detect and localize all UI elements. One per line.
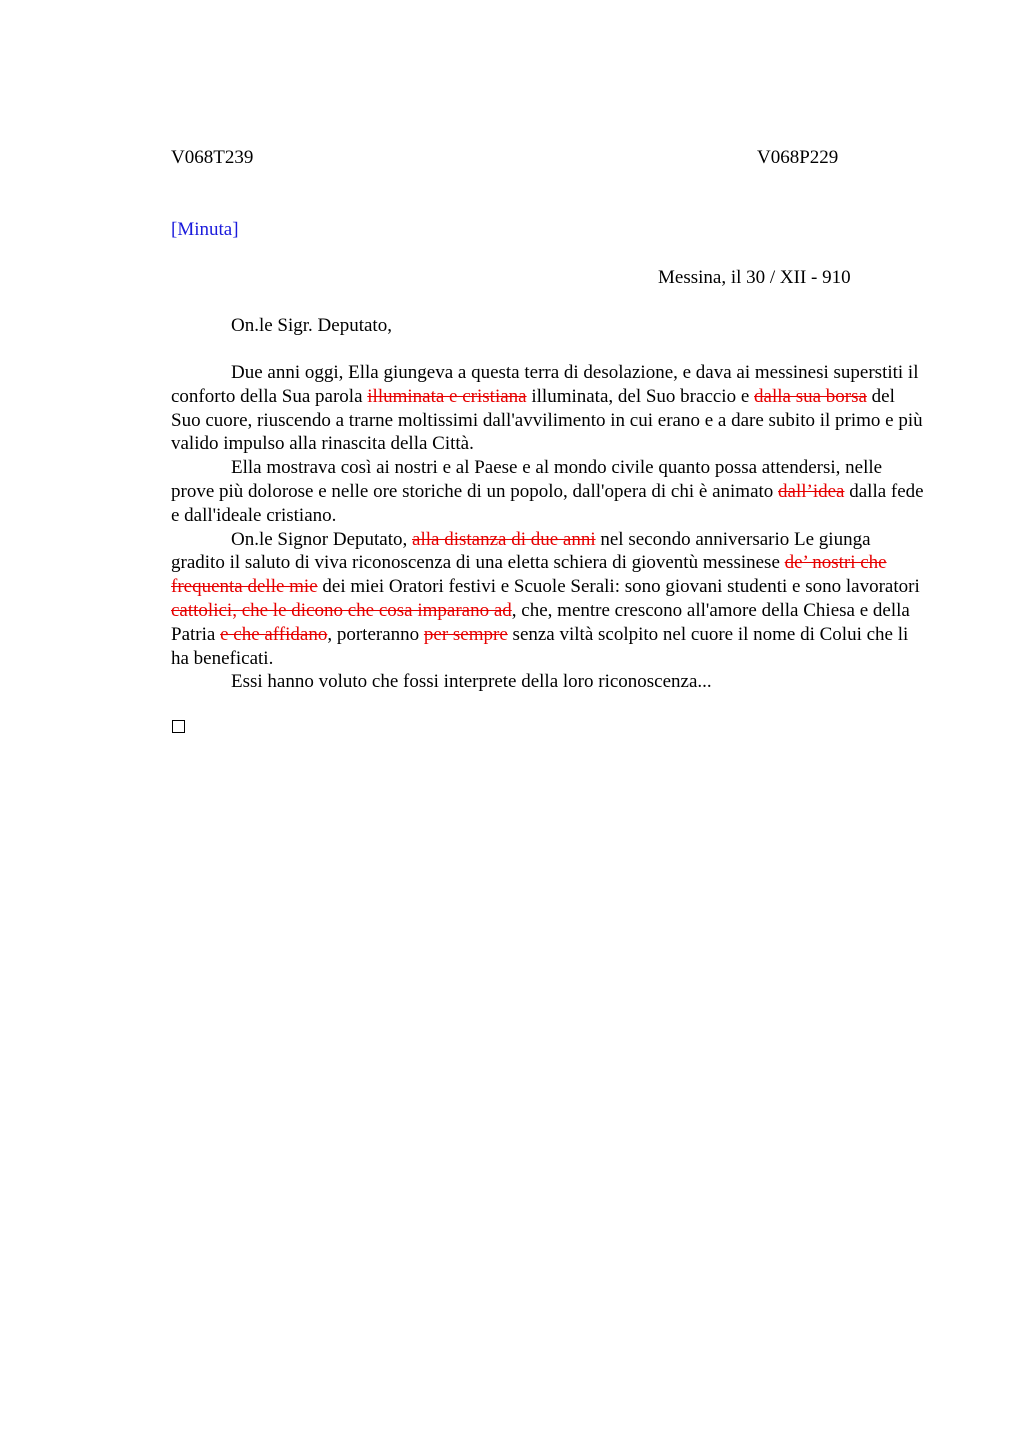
- body-paragraph: [171, 456, 929, 527]
- deleted-text: e che affidano: [220, 623, 328, 645]
- paragraph-text: Essi hanno voluto che fossi interprete della loro riconoscenza...: [231, 671, 712, 693]
- paragraph-text: Ella mostrava così ai nostri e al Paese e al mondo civile quanto possa attendersi, nelle prove più dolorose e nelle ore storiche di un popolo, dall'opera di chi è animato: [171, 457, 883, 502]
- paragraph-text: , porteranno: [327, 623, 424, 645]
- letter-body: [171, 361, 929, 694]
- paragraph-text: illuminata, del Suo braccio e: [526, 385, 755, 407]
- paragraph-text: dei miei Oratori festivi e Scuole Serali: sono giovani studenti e sono lavoratori: [317, 576, 920, 598]
- checkbox-icon: [172, 720, 185, 733]
- deleted-text: cattolici, che le dicono che cosa imparano ad: [171, 599, 512, 621]
- paragraph-text: nel secondo anniversario Le giunga gradito il saluto di viva riconoscenza di una eletta schiera di gioventù messinese: [171, 528, 871, 574]
- paragraph-text: Due anni oggi, Ella giungeva a questa terra di desolazione, e dava ai messinesi superstiti il conforto della Sua parola: [171, 362, 919, 407]
- paragraph-text: senza viltà scolpito nel cuore il nome di Colui che li ha beneficati.: [171, 623, 909, 669]
- document-code-right: V068P229: [757, 147, 839, 168]
- document-code-left: V068T239: [171, 147, 254, 168]
- body-paragraph: [171, 361, 929, 456]
- salutation: On.le Sigr. Deputato,: [231, 315, 392, 336]
- deleted-text: dall’idea: [778, 480, 845, 502]
- paragraph-text: dalla fede e dall'ideale cristiano.: [171, 480, 924, 526]
- minuta-label: [Minuta]: [171, 219, 239, 240]
- body-paragraph: [171, 528, 929, 671]
- deleted-text: illuminata e cristiana: [367, 385, 527, 407]
- paragraph-text: del Suo cuore, riuscendo a trarne moltissimi dall'avvilimento in cui erano e a dare subito il primo e più valido impulso alla rinascita della Città.: [171, 385, 923, 455]
- body-paragraph: [171, 670, 929, 694]
- paragraph-text: On.le Signor Deputato,: [231, 528, 413, 550]
- deleted-text: alla distanza di due anni: [412, 528, 596, 550]
- date-line: Messina, il 30 / XII - 910: [658, 267, 851, 288]
- deleted-text: per sempre: [423, 623, 508, 645]
- deleted-text: dalla sua borsa: [754, 385, 867, 407]
- paragraph-text: , che, mentre crescono all'amore della Chiesa e della Patria: [171, 599, 910, 645]
- deleted-text: de’ nostri che frequenta delle mie: [171, 552, 887, 598]
